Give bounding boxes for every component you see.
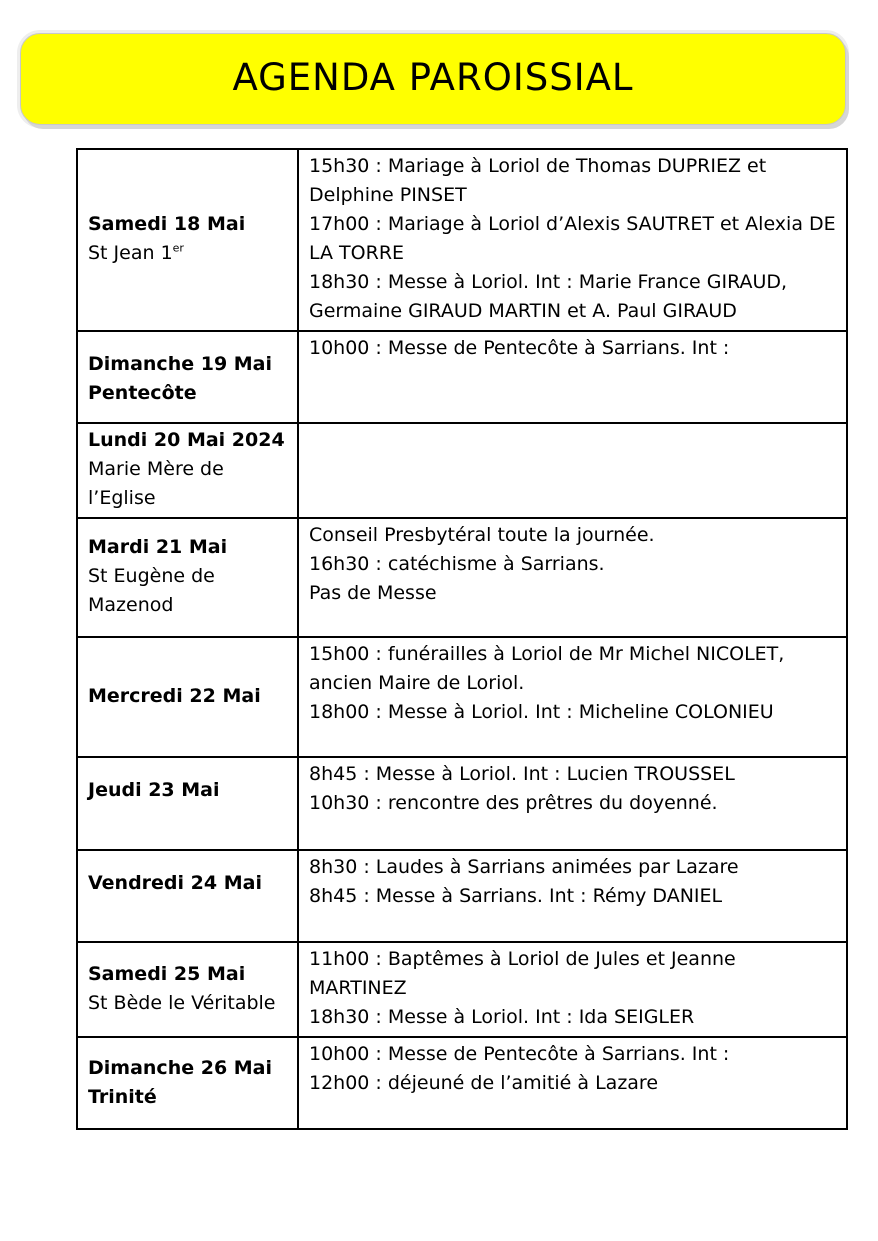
day-cell [77,149,298,331]
agenda-row [77,331,847,423]
saint-label: St Jean 1er [88,241,184,264]
agenda-row [77,423,847,518]
events-cell [298,331,847,423]
saint-label: St Bède le Véritable [88,991,276,1014]
event-line: Pas de Messe [309,582,437,604]
event-line: 10h00 : Messe de Pentecôte à Sarrians. Int : [309,1043,730,1065]
event-line: 18h00 : Messe à Loriol. Int : Micheline COLONIEU [309,701,774,723]
agenda-table [76,148,848,1130]
day-cell [77,331,298,423]
event-line: 12h00 : déjeuné de l’amitié à Lazare [309,1072,659,1094]
saint-label: Pentecôte [88,382,197,404]
event-line: 10h30 : rencontre des prêtres du doyenné. [309,792,718,814]
day-label: Mercredi 22 Mai [88,684,261,707]
day-label: Samedi 18 Mai [88,213,246,235]
day-cell [77,757,298,850]
event-line: 17h00 : Mariage à Loriol d’Alexis SAUTRET et Alexia DE LA TORRE [309,213,836,264]
event-line: Conseil Presbytéral toute la journée. [309,524,655,546]
event-line: 8h30 : Laudes à Sarrians animées par Lazare [309,856,739,878]
event-line: 18h30 : Messe à Loriol. Int : Marie France GIRAUD, Germaine GIRAUD MARTIN et A. Paul GIRAUD [309,271,788,322]
day-label: Lundi 20 Mai 2024 [88,429,285,451]
agenda-row [77,1037,847,1129]
day-cell [77,942,298,1037]
day-label: Dimanche 19 Mai [88,353,273,375]
day-label: Mardi 21 Mai [88,536,228,558]
event-line: 11h00 : Baptêmes à Loriol de Jules et Jeanne MARTINEZ [309,948,736,999]
agenda-row [77,942,847,1037]
day-cell [77,637,298,757]
day-label: Samedi 25 Mai [88,962,246,985]
day-cell [77,423,298,518]
day-label: Vendredi 24 Mai [88,872,262,894]
event-line: 16h30 : catéchisme à Sarrians. [309,553,605,575]
event-line: 15h30 : Mariage à Loriol de Thomas DUPRIEZ et Delphine PINSET [309,155,767,206]
ordinal-suffix: er [172,241,184,255]
day-cell [77,518,298,637]
agenda-row [77,850,847,942]
agenda-row [77,149,847,331]
day-cell [77,1037,298,1129]
events-cell [298,149,847,331]
events-cell [298,757,847,850]
agenda-row [77,518,847,637]
events-cell [298,637,847,757]
title-banner [20,33,846,125]
event-line: 15h00 : funérailles à Loriol de Mr Michel NICOLET, ancien Maire de Loriol. [309,643,785,694]
day-label: Jeudi 23 Mai [88,779,220,801]
event-line: 18h30 : Messe à Loriol. Int : Ida SEIGLER [309,1006,695,1028]
event-line: 8h45 : Messe à Loriol. Int : Lucien TROUSSEL [309,763,735,785]
day-cell [77,850,298,942]
events-cell [298,518,847,637]
page-title: AGENDA PAROISSIAL [232,55,634,99]
agenda-row [77,637,847,757]
event-line: 10h00 : Messe de Pentecôte à Sarrians. Int : [309,337,730,359]
events-cell [298,1037,847,1129]
event-line: 8h45 : Messe à Sarrians. Int : Rémy DANIEL [309,885,723,907]
saint-label: Marie Mère de l’Eglise [88,458,224,509]
events-cell [298,850,847,942]
day-label: Dimanche 26 Mai [88,1057,273,1079]
saint-label: Trinité [88,1086,157,1108]
events-cell [298,423,847,518]
saint-label: St Eugène de Mazenod [88,565,215,616]
agenda-row [77,757,847,850]
events-cell [298,942,847,1037]
